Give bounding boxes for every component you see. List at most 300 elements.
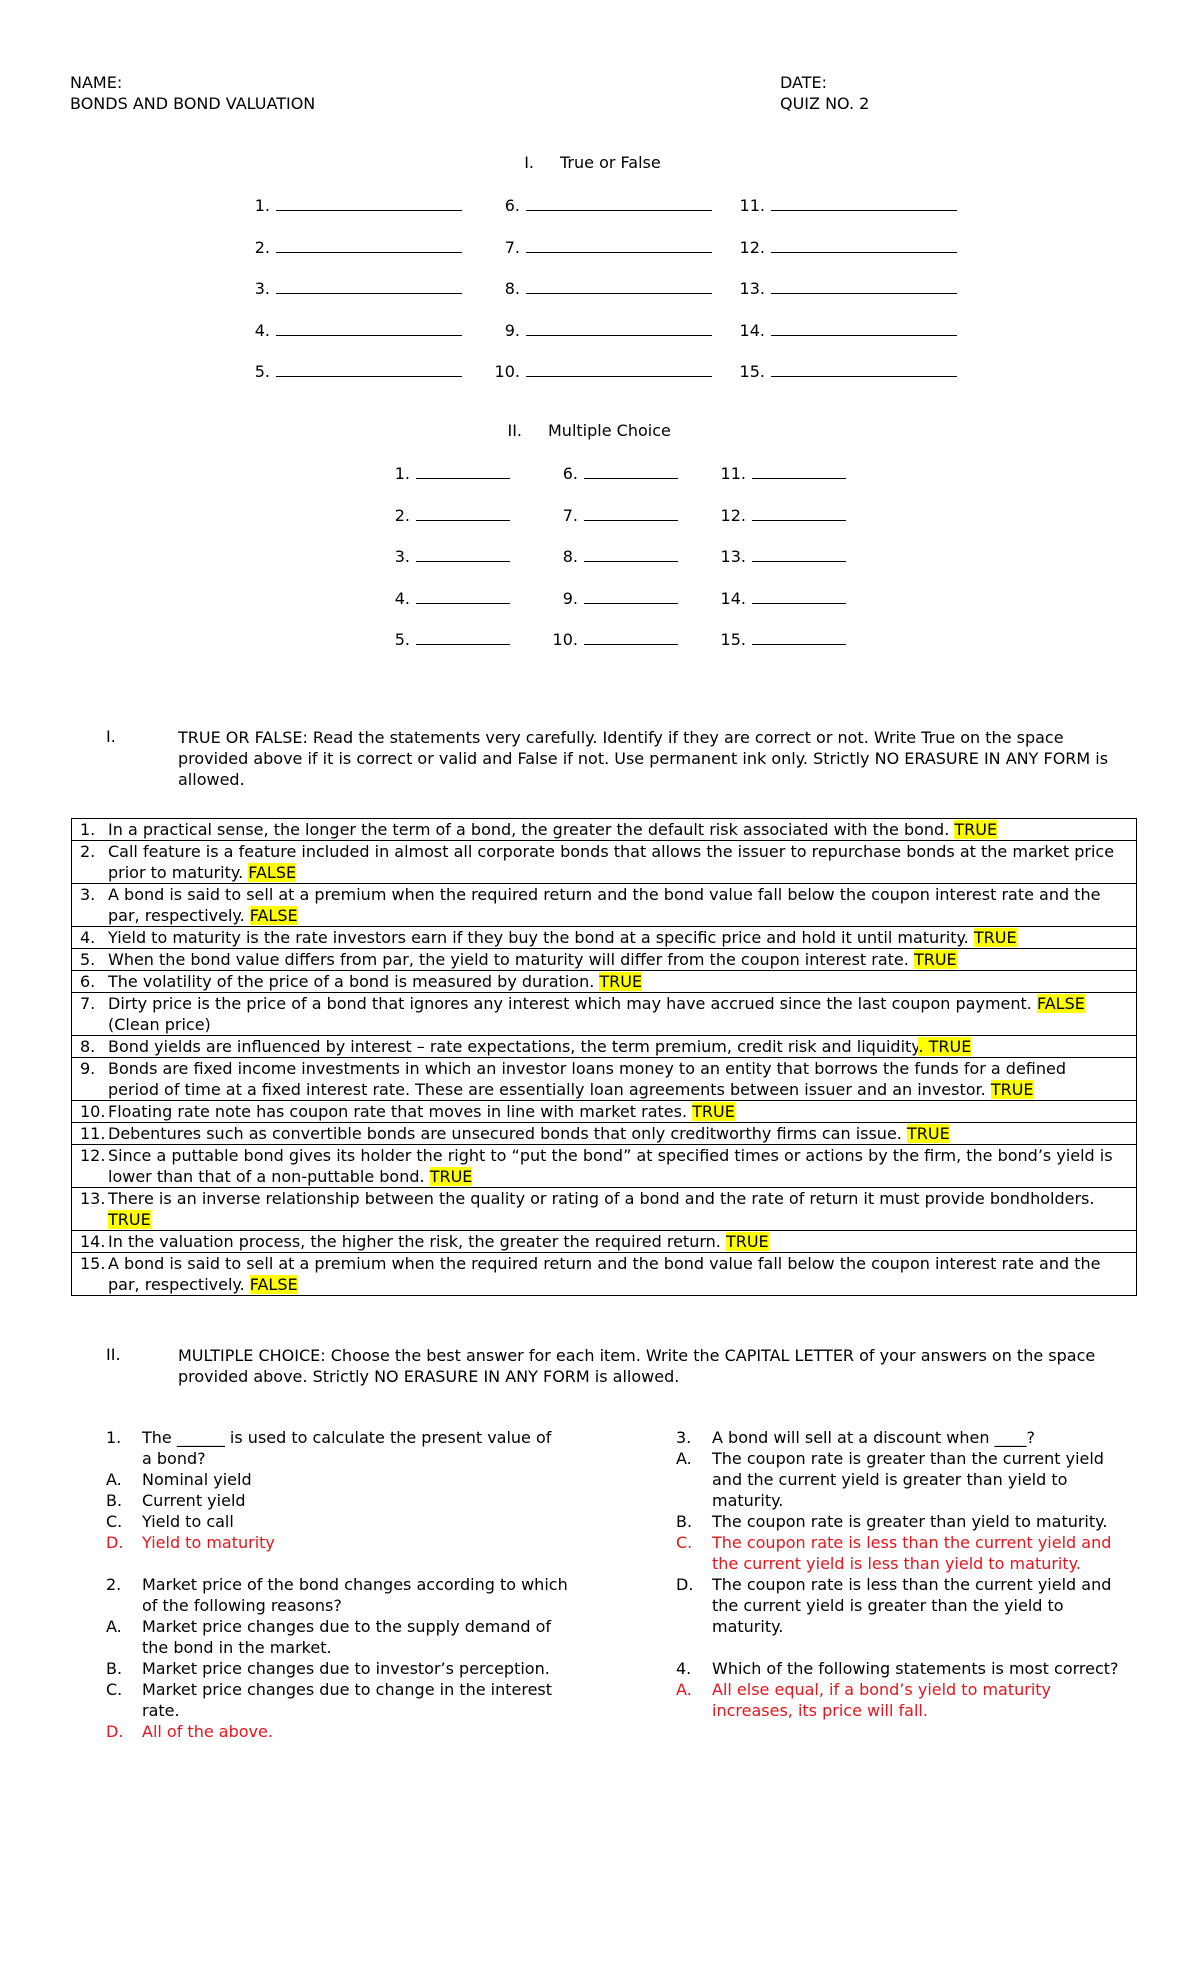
tf-answer-line[interactable] bbox=[526, 319, 712, 336]
mc-answer-blank[interactable] bbox=[365, 462, 510, 483]
row-statement bbox=[108, 1253, 1118, 1295]
item-line bbox=[142, 1553, 576, 1574]
tf-section-number: I. bbox=[106, 727, 116, 746]
choice-option bbox=[676, 1448, 1116, 1511]
statement-text: When the bond value differs from par, the yield to maturity will differ from the coupon interest rate. bbox=[108, 950, 914, 969]
tf-answer-blank[interactable] bbox=[200, 360, 462, 381]
item-label: C. bbox=[106, 1680, 123, 1699]
tf-answer-blank[interactable] bbox=[200, 319, 462, 340]
item-label: 3. bbox=[676, 1428, 692, 1447]
mc-answer-blank[interactable] bbox=[701, 628, 846, 649]
choice-option bbox=[676, 1574, 1116, 1637]
item-line: The coupon rate is greater than the current yield bbox=[712, 1449, 1104, 1468]
item-line: of the following reasons? bbox=[142, 1596, 342, 1615]
tf-answer-line[interactable] bbox=[526, 194, 712, 211]
name-label: NAME: bbox=[70, 73, 123, 92]
mc-answer-blank[interactable] bbox=[533, 545, 678, 566]
mc-answer-number: 3. bbox=[394, 547, 410, 566]
item-line: Market price changes due to investor’s perception. bbox=[142, 1659, 550, 1678]
mc-answer-number: 2. bbox=[394, 505, 410, 525]
mc-answer-number: 14. bbox=[720, 588, 746, 608]
statement-text: prior to maturity. bbox=[108, 863, 249, 882]
item-text bbox=[712, 1658, 1119, 1679]
row-statement bbox=[108, 1058, 1118, 1100]
choice-option bbox=[676, 1532, 1116, 1574]
row-statement bbox=[108, 1145, 1118, 1187]
mc-answer-line[interactable] bbox=[752, 545, 846, 562]
item-label: C. bbox=[676, 1533, 693, 1552]
statement-text: Bond yields are influenced by interest – rate expectations, the term premium, credit risk and liquidity bbox=[108, 1037, 919, 1056]
statement-line bbox=[108, 1253, 1118, 1274]
answer-highlight: TRUE bbox=[725, 1232, 769, 1251]
statement-line bbox=[108, 1209, 1118, 1230]
tf-answer-line[interactable] bbox=[276, 360, 462, 377]
tf-answer-line[interactable] bbox=[526, 277, 712, 294]
mc-section-number: II. bbox=[106, 1345, 121, 1364]
mc-answer-blank[interactable] bbox=[533, 462, 678, 483]
answer-highlight: FALSE bbox=[1036, 994, 1085, 1013]
tf-instructions bbox=[106, 727, 1146, 793]
row-number: 7. bbox=[80, 994, 96, 1013]
table-row bbox=[72, 1058, 1137, 1101]
mc-answer-line[interactable] bbox=[416, 504, 510, 521]
statement-text: A bond is said to sell at a premium when the required return and the bond value fall below the coupon interest rate and the bbox=[108, 1254, 1101, 1273]
item-label: D. bbox=[106, 1722, 124, 1741]
item-text bbox=[142, 1490, 576, 1511]
tf-answer-line[interactable] bbox=[526, 236, 712, 253]
statement-line bbox=[108, 993, 1118, 1014]
tf-answer-line[interactable] bbox=[771, 319, 957, 336]
table-row bbox=[72, 819, 1137, 841]
mc-questions-right-column bbox=[676, 1427, 1119, 1721]
mc-answer-line[interactable] bbox=[416, 545, 510, 562]
row-statement bbox=[108, 1123, 1118, 1144]
item-label: B. bbox=[106, 1491, 123, 1510]
row-statement bbox=[108, 993, 1118, 1035]
spacer bbox=[676, 1637, 1116, 1658]
statement-line bbox=[108, 1014, 1118, 1035]
mc-answer-line[interactable] bbox=[584, 504, 678, 521]
statement-line bbox=[108, 1101, 1118, 1122]
statement-line bbox=[108, 862, 1118, 883]
mc-answer-line[interactable] bbox=[752, 628, 846, 645]
item-line: Market price of the bond changes according to which bbox=[142, 1575, 568, 1594]
statement-text: Since a puttable bond gives its holder the right to “put the bond” at specified times or actions by the firm, the bond’s yield is bbox=[108, 1146, 1113, 1165]
row-number: 11. bbox=[80, 1124, 106, 1143]
table-row bbox=[72, 927, 1137, 949]
table-row bbox=[72, 1253, 1137, 1296]
statement-text: A bond is said to sell at a premium when the required return and the bond value fall below the coupon interest rate and the bbox=[108, 885, 1101, 904]
item-line: Yield to maturity bbox=[142, 1533, 275, 1552]
statement-line bbox=[108, 1145, 1118, 1166]
row-number: 6. bbox=[80, 972, 96, 991]
row-statement bbox=[108, 1231, 1118, 1252]
statement-text: Floating rate note has coupon rate that moves in line with market rates. bbox=[108, 1102, 693, 1121]
statement-line bbox=[108, 841, 1118, 862]
item-label: A. bbox=[106, 1617, 122, 1636]
tf-answer-blank[interactable] bbox=[450, 194, 712, 215]
item-line: rate. bbox=[142, 1701, 180, 1720]
mc-instructions bbox=[106, 1345, 1146, 1389]
tf-answer-number: 2. bbox=[254, 237, 270, 257]
item-line: The ______ is used to calculate the present value of bbox=[142, 1428, 552, 1447]
instruction-line: provided above if it is correct or valid and False if not. Use permanent ink only. Strictly NO ERASURE IN ANY FORM is bbox=[178, 749, 1109, 768]
statement-line bbox=[108, 949, 1118, 970]
tf-answer-blank[interactable] bbox=[200, 277, 462, 298]
tf-answer-number: 8. bbox=[504, 279, 520, 298]
statement-line bbox=[108, 1123, 1118, 1144]
mc-answer-line[interactable] bbox=[752, 587, 846, 604]
tf-answer-number: 1. bbox=[254, 196, 270, 215]
item-label: A. bbox=[106, 1470, 122, 1489]
tf-answer-number: 7. bbox=[504, 237, 520, 257]
statement-line bbox=[108, 1231, 1118, 1252]
table-cell bbox=[72, 1145, 1137, 1188]
statement-line bbox=[108, 1188, 1118, 1209]
answer-highlight: FALSE bbox=[248, 863, 297, 882]
table-row bbox=[72, 1036, 1137, 1058]
table-cell bbox=[72, 927, 1137, 949]
item-line: Which of the following statements is most correct? bbox=[712, 1659, 1119, 1678]
mc-answer-heading-num: II. bbox=[507, 421, 522, 440]
tf-answer-blank[interactable] bbox=[695, 236, 957, 257]
statement-line bbox=[108, 819, 1118, 840]
mc-answer-blank[interactable] bbox=[365, 545, 510, 566]
answer-highlight: TRUE bbox=[692, 1102, 735, 1121]
item-text bbox=[142, 1427, 576, 1469]
mc-answer-line[interactable] bbox=[584, 462, 678, 479]
tf-answer-line[interactable] bbox=[771, 194, 957, 211]
choice-option bbox=[106, 1532, 576, 1553]
item-label: A. bbox=[676, 1449, 692, 1468]
tf-answer-number: 13. bbox=[739, 279, 765, 298]
tf-answer-line[interactable] bbox=[771, 360, 957, 377]
item-text bbox=[712, 1574, 1116, 1637]
item-text bbox=[712, 1427, 1116, 1448]
tf-answer-number: 6. bbox=[504, 196, 520, 215]
tf-answer-line[interactable] bbox=[276, 194, 462, 211]
table-cell bbox=[72, 1036, 1137, 1058]
choice-option bbox=[676, 1679, 1116, 1721]
table-cell bbox=[72, 1101, 1137, 1123]
statement-line bbox=[108, 1166, 1118, 1187]
mc-answer-line[interactable] bbox=[752, 462, 846, 479]
tf-answer-line[interactable] bbox=[276, 319, 462, 336]
answer-highlight: TRUE bbox=[954, 820, 998, 839]
row-number: 3. bbox=[80, 885, 96, 904]
table-row bbox=[72, 884, 1137, 927]
instruction-line: TRUE OR FALSE: Read the statements very carefully. Identify if they are correct or not. Write True on the space bbox=[178, 728, 1064, 747]
item-text bbox=[712, 1448, 1116, 1511]
statement-text: In a practical sense, the longer the term of a bond, the greater the default risk associated with the bond. bbox=[108, 820, 955, 839]
choice-option bbox=[106, 1679, 576, 1721]
tf-answer-blank[interactable] bbox=[450, 236, 712, 257]
answer-highlight: TRUE bbox=[990, 1080, 1034, 1099]
mc-answer-line[interactable] bbox=[752, 504, 846, 521]
answer-highlight: TRUE bbox=[973, 928, 1017, 947]
mc-answer-blank[interactable] bbox=[365, 628, 510, 649]
choice-option bbox=[106, 1658, 576, 1679]
header-left bbox=[70, 72, 315, 114]
table-cell bbox=[72, 993, 1137, 1036]
choice-option bbox=[106, 1469, 576, 1490]
tf-answer-blank[interactable] bbox=[695, 319, 957, 340]
table-cell bbox=[72, 971, 1137, 993]
true-false-table bbox=[71, 818, 1137, 1296]
row-number: 14. bbox=[80, 1232, 106, 1251]
tf-answer-number: 9. bbox=[504, 320, 520, 340]
mc-answer-blank[interactable] bbox=[365, 504, 510, 525]
item-label: 1. bbox=[106, 1428, 122, 1447]
table-row bbox=[72, 1145, 1137, 1188]
tf-answer-number: 3. bbox=[254, 279, 270, 298]
date-label: DATE: bbox=[780, 73, 828, 92]
item-line: maturity. bbox=[712, 1617, 784, 1636]
tf-answer-number: 12. bbox=[739, 237, 765, 257]
tf-answer-heading-num: I. bbox=[524, 153, 534, 172]
tf-answer-line[interactable] bbox=[276, 236, 462, 253]
table-row bbox=[72, 1231, 1137, 1253]
mc-answer-line[interactable] bbox=[584, 587, 678, 604]
statement-text: par, respectively. bbox=[108, 1275, 250, 1294]
table-cell bbox=[72, 1253, 1137, 1296]
item-text bbox=[712, 1679, 1116, 1721]
item-label: D. bbox=[106, 1533, 124, 1552]
instruction-line: provided above. Strictly NO ERASURE IN ANY FORM is allowed. bbox=[178, 1367, 680, 1386]
mc-answer-number: 15. bbox=[720, 630, 746, 649]
mc-answer-number: 5. bbox=[394, 630, 410, 649]
item-label: C. bbox=[106, 1512, 123, 1531]
statement-line bbox=[108, 971, 1118, 992]
answer-highlight: FALSE bbox=[249, 906, 298, 925]
tf-answer-number: 5. bbox=[254, 362, 270, 381]
mc-answer-heading bbox=[462, 421, 671, 440]
table-cell bbox=[72, 1188, 1137, 1231]
item-line: Current yield bbox=[142, 1491, 246, 1510]
item-label: D. bbox=[676, 1575, 694, 1594]
item-text bbox=[142, 1658, 576, 1679]
mc-answer-number: 11. bbox=[720, 464, 746, 483]
row-statement bbox=[108, 949, 1118, 970]
answer-highlight: TRUE bbox=[913, 950, 957, 969]
table-row bbox=[72, 1123, 1137, 1145]
statement-text: par, respectively. bbox=[108, 906, 250, 925]
instruction-line: allowed. bbox=[178, 770, 245, 789]
item-line: The coupon rate is less than the current yield and bbox=[712, 1575, 1112, 1594]
choice-option bbox=[106, 1490, 576, 1511]
item-line: All else equal, if a bond’s yield to maturity bbox=[712, 1680, 1052, 1699]
tf-answer-blank[interactable] bbox=[450, 277, 712, 298]
mc-answer-line[interactable] bbox=[584, 628, 678, 645]
item-text bbox=[142, 1721, 576, 1742]
item-line: A bond will sell at a discount when ____? bbox=[712, 1428, 1036, 1447]
row-statement bbox=[108, 841, 1118, 883]
question-stem bbox=[106, 1574, 576, 1616]
row-statement bbox=[108, 927, 1118, 948]
item-text bbox=[142, 1469, 576, 1490]
row-statement bbox=[108, 1188, 1118, 1230]
answer-highlight: TRUE bbox=[599, 972, 643, 991]
statement-line bbox=[108, 1036, 1118, 1057]
statement-text: Yield to maturity is the rate investors earn if they buy the bond at a specific price and hold it until maturity. bbox=[108, 928, 974, 947]
row-number: 2. bbox=[80, 842, 96, 861]
mc-answer-blank[interactable] bbox=[701, 545, 846, 566]
mc-answer-number: 12. bbox=[720, 505, 746, 525]
mc-answer-line[interactable] bbox=[584, 545, 678, 562]
mc-answer-blank[interactable] bbox=[533, 628, 678, 649]
statement-line bbox=[108, 884, 1118, 905]
row-statement bbox=[108, 1036, 1118, 1057]
item-text bbox=[142, 1679, 576, 1721]
tf-answer-number: 11. bbox=[739, 196, 765, 215]
table-cell bbox=[72, 1231, 1137, 1253]
mc-answer-line[interactable] bbox=[416, 628, 510, 645]
mc-answer-heading-text: Multiple Choice bbox=[548, 421, 671, 440]
tf-answer-blank[interactable] bbox=[450, 360, 712, 381]
statement-line bbox=[108, 905, 1118, 926]
statement-line bbox=[108, 1274, 1118, 1295]
mc-answer-blank[interactable] bbox=[533, 587, 678, 608]
table-cell bbox=[72, 841, 1137, 884]
statement-text: period of time at a fixed interest rate. These are essentially loan agreements between issuer and an investor. bbox=[108, 1080, 991, 1099]
item-line: the current yield is greater than the yield to bbox=[712, 1596, 1064, 1615]
mc-answer-blank[interactable] bbox=[533, 504, 678, 525]
choice-option bbox=[106, 1511, 576, 1532]
table-row bbox=[72, 949, 1137, 971]
table-cell bbox=[72, 884, 1137, 927]
statement-text: lower than that of a non-puttable bond. bbox=[108, 1167, 430, 1186]
tf-answer-line[interactable] bbox=[276, 277, 462, 294]
statement-text: Call feature is a feature included in almost all corporate bonds that allows the issuer to repurchase bonds at the market price bbox=[108, 842, 1115, 861]
table-cell bbox=[72, 1123, 1137, 1145]
item-line: The coupon rate is less than the current yield and bbox=[712, 1533, 1112, 1552]
mc-questions-left-column bbox=[106, 1427, 576, 1742]
item-label: 2. bbox=[106, 1575, 122, 1594]
mc-answer-number: 6. bbox=[562, 464, 578, 483]
item-line: maturity. bbox=[712, 1491, 784, 1510]
item-line: Market price changes due to change in the interest bbox=[142, 1680, 553, 1699]
item-line: and the current yield is greater than yield to bbox=[712, 1470, 1068, 1489]
tf-answer-line[interactable] bbox=[771, 277, 957, 294]
document-title: BONDS AND BOND VALUATION bbox=[70, 94, 316, 113]
statement-line bbox=[108, 927, 1118, 948]
table-cell bbox=[72, 1058, 1137, 1101]
tf-answer-line[interactable] bbox=[526, 360, 712, 377]
choice-option bbox=[676, 1511, 1116, 1532]
question-stem bbox=[676, 1658, 1119, 1679]
item-text bbox=[142, 1616, 576, 1658]
statement-text: Debentures such as convertible bonds are unsecured bonds that only creditworthy firms can issue. bbox=[108, 1124, 907, 1143]
statement-text: The volatility of the price of a bond is measured by duration. bbox=[108, 972, 600, 991]
item-label: B. bbox=[676, 1512, 693, 1531]
mc-answer-number: 10. bbox=[552, 630, 578, 649]
item-text bbox=[142, 1532, 576, 1553]
mc-answer-number: 1. bbox=[394, 464, 410, 483]
table-row bbox=[72, 841, 1137, 884]
row-statement bbox=[108, 971, 1118, 992]
item-line bbox=[712, 1637, 1116, 1658]
tf-answer-heading-text: True or False bbox=[560, 153, 661, 172]
mc-answer-blank[interactable] bbox=[701, 462, 846, 483]
tf-answer-number: 4. bbox=[254, 320, 270, 340]
tf-answer-number: 15. bbox=[739, 362, 765, 381]
table-row bbox=[72, 1188, 1137, 1231]
statement-text: There is an inverse relationship between the quality or rating of a bond and the rate of return it must provide bondholders. bbox=[108, 1189, 1095, 1208]
row-statement bbox=[108, 1101, 1118, 1122]
spacer bbox=[106, 1553, 576, 1574]
row-number: 5. bbox=[80, 950, 96, 969]
row-number: 1. bbox=[80, 820, 96, 839]
mc-answer-line[interactable] bbox=[416, 587, 510, 604]
tf-answer-number: 14. bbox=[739, 320, 765, 340]
table-cell bbox=[72, 819, 1137, 841]
mc-answer-number: 7. bbox=[562, 505, 578, 525]
statement-line bbox=[108, 1079, 1118, 1100]
item-line: All of the above. bbox=[142, 1722, 273, 1741]
answer-highlight: FALSE bbox=[249, 1275, 298, 1294]
mc-answer-line[interactable] bbox=[416, 462, 510, 479]
mc-answer-number: 8. bbox=[562, 547, 578, 566]
answer-highlight: TRUE bbox=[108, 1210, 151, 1229]
item-line: a bond? bbox=[142, 1449, 206, 1468]
mc-answer-blank[interactable] bbox=[701, 587, 846, 608]
item-label: 4. bbox=[676, 1659, 692, 1678]
item-line: Yield to call bbox=[142, 1512, 234, 1531]
table-row bbox=[72, 993, 1137, 1036]
header-right bbox=[780, 72, 869, 114]
row-number: 4. bbox=[80, 928, 96, 947]
item-text bbox=[142, 1553, 576, 1574]
statement-line bbox=[108, 1058, 1118, 1079]
tf-answer-blank[interactable] bbox=[200, 236, 462, 257]
item-line: increases, its price will fall. bbox=[712, 1701, 928, 1720]
mc-answer-number: 9. bbox=[562, 588, 578, 608]
mc-answer-blank[interactable] bbox=[701, 504, 846, 525]
item-text bbox=[712, 1637, 1116, 1658]
tf-answer-number: 10. bbox=[494, 362, 520, 381]
choice-option bbox=[106, 1616, 576, 1658]
row-number: 9. bbox=[80, 1059, 96, 1078]
answer-highlight: . TRUE bbox=[918, 1037, 972, 1056]
tf-answer-blank[interactable] bbox=[695, 194, 957, 215]
mc-answer-blank[interactable] bbox=[365, 587, 510, 608]
statement-text: Dirty price is the price of a bond that ignores any interest which may have accrued since the last coupon payment. bbox=[108, 994, 1037, 1013]
row-number: 12. bbox=[80, 1146, 106, 1165]
item-text bbox=[142, 1574, 576, 1616]
row-statement bbox=[108, 819, 1118, 840]
tf-answer-blank[interactable] bbox=[450, 319, 712, 340]
tf-answer-heading bbox=[474, 153, 661, 172]
answer-highlight: TRUE bbox=[429, 1167, 473, 1186]
tf-answer-blank[interactable] bbox=[200, 194, 462, 215]
item-line: Nominal yield bbox=[142, 1470, 252, 1489]
table-row bbox=[72, 1101, 1137, 1123]
mc-answer-number: 4. bbox=[394, 588, 410, 608]
tf-answer-blank[interactable] bbox=[695, 360, 957, 381]
item-text bbox=[142, 1511, 576, 1532]
table-row bbox=[72, 971, 1137, 993]
tf-answer-line[interactable] bbox=[771, 236, 957, 253]
choice-option bbox=[106, 1721, 576, 1742]
item-text bbox=[712, 1511, 1116, 1532]
row-number: 15. bbox=[80, 1254, 106, 1273]
row-number: 8. bbox=[80, 1037, 96, 1056]
statement-text: In the valuation process, the higher the risk, the greater the required return. bbox=[108, 1232, 726, 1251]
tf-answer-blank[interactable] bbox=[695, 277, 957, 298]
item-label: B. bbox=[106, 1659, 123, 1678]
quiz-label: QUIZ NO. 2 bbox=[780, 94, 870, 113]
statement-text: (Clean price) bbox=[108, 1015, 211, 1034]
